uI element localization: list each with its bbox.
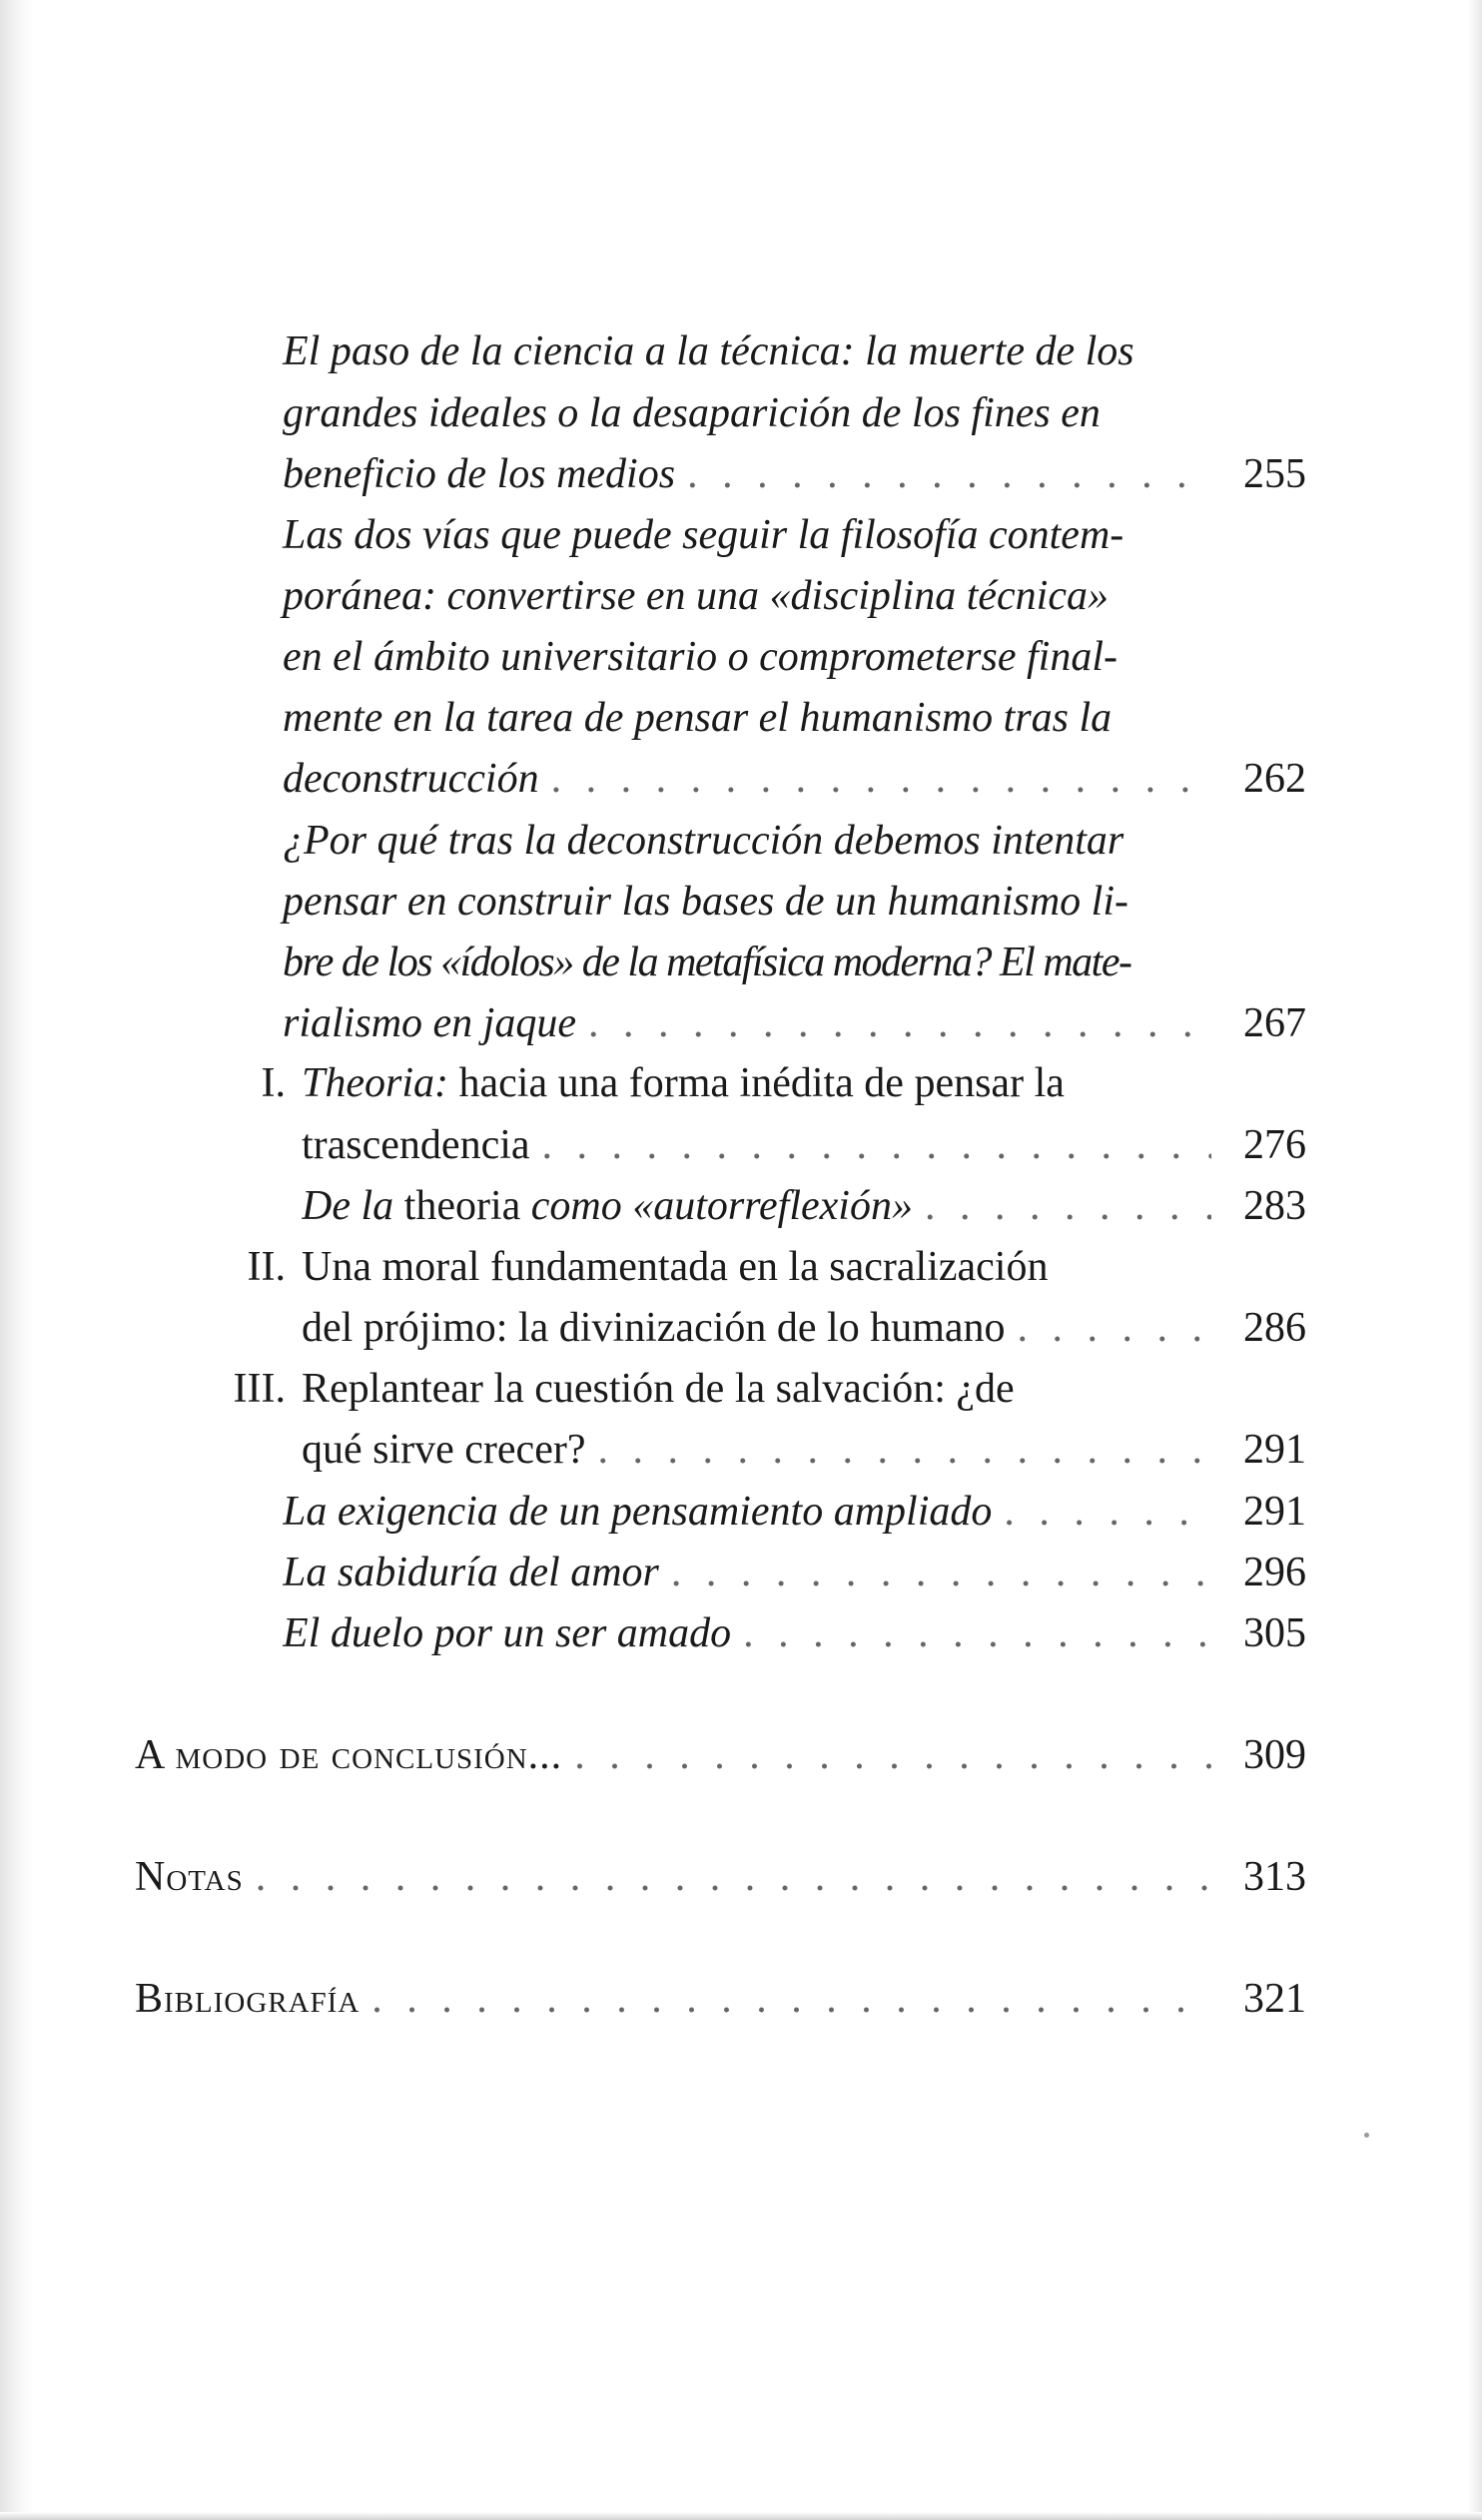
toc-entry-1-line-3: beneficio de los medios [283,451,676,497]
toc-sub-2-page: 291 [1243,1489,1306,1535]
section-3-leader-line[interactable] [302,1420,1211,1480]
toc-sub-4-text: El duelo por un ser amado [283,1610,732,1656]
dot-leader [530,1115,1211,1175]
dot-leader [539,749,1211,809]
toc-entry-3-line-2: pensar en construir las bases de un humanismo li- [283,879,1128,925]
toc-conclusion-page: 309 [1243,1732,1306,1778]
toc-entry-2-line-4: mente en la tarea de pensar el humanismo tras la [283,695,1112,741]
toc-bibliografia-text: Bibliografía [135,1976,361,2022]
toc-sub-3-page: 296 [1243,1550,1306,1595]
section-1-numeral: I. [261,1060,286,1106]
toc-entry-1-page: 255 [1243,451,1306,497]
dot-leader [585,1420,1211,1480]
toc-sub-1-leader-line[interactable] [302,1176,1211,1236]
dot-leader [659,1543,1211,1602]
toc-sub-3-text: La sabiduría del amor [283,1550,659,1595]
dot-leader [731,1603,1211,1663]
toc-bibliografia-leader-line[interactable] [135,1969,1211,2029]
section-1-title-line-2: trascendencia [302,1122,530,1168]
toc-entry-1-line-1: El paso de la ciencia a la técnica: la muerte de los [283,328,1134,374]
page-edge-bottom [0,2512,1482,2520]
toc-entry-3-line-1: ¿Por qué tras la deconstrucción debemos intentar [283,818,1124,864]
toc-conclusion-text: A modo de conclusión... [135,1732,563,1778]
section-3-title-line-1: Replantear la cuestión de la salvación: ¿de [302,1366,1015,1412]
section-1-leader-line[interactable] [302,1115,1211,1175]
section-3-title-line-2: qué sirve crecer? [302,1427,586,1473]
toc-entry-2-line-3: en el ámbito universitario o comprometerse final- [283,634,1117,680]
section-1-title-line-1[interactable] [302,1053,1065,1113]
section-3-page: 291 [1243,1427,1306,1473]
page-edge-left [0,0,34,2520]
toc-entry-2-line-5: deconstrucción [283,756,539,802]
section-1-title-rest: hacia una forma inédita de pensar la [448,1060,1065,1106]
toc-sub-1-middle: theoria [393,1183,531,1229]
toc-entry-2-line-1: Las dos vías que puede seguir la filosofía contem- [283,512,1124,558]
toc-entry-3-leader-line[interactable] [283,993,1211,1053]
section-2-leader-line[interactable] [302,1298,1211,1358]
toc-entry-3-page: 267 [1243,1000,1306,1046]
section-3-numeral: III. [233,1366,286,1412]
section-1-title-italic: Theoria: [302,1060,448,1106]
toc-entry-2-line-2: poránea: convertirse en una «disciplina técnica» [283,573,1109,619]
dot-leader [562,1725,1211,1785]
toc-sub-3-leader-line[interactable] [283,1543,1211,1602]
dot-leader [244,1847,1211,1907]
toc-sub-4-page: 305 [1243,1610,1306,1656]
dot-leader [992,1482,1211,1542]
page-edge-right [1468,0,1482,2520]
toc-sub-1-prefix: De la [302,1183,394,1229]
section-2-title-line-1: Una moral fundamentada en la sacralización [302,1244,1049,1290]
toc-entry-2-leader-line[interactable] [283,749,1211,809]
dot-leader [913,1176,1211,1236]
dot-leader [360,1969,1211,2029]
stray-mark [1364,2133,1369,2138]
dot-leader [675,444,1211,504]
dot-leader [576,993,1211,1053]
section-1-page: 276 [1243,1122,1306,1168]
toc-notas-text: Notas [135,1854,244,1900]
toc-sub-2-leader-line[interactable] [283,1482,1211,1542]
section-2-page: 286 [1243,1305,1306,1351]
toc-sub-2-text: La exigencia de un pensamiento ampliado [283,1489,993,1535]
toc-sub-1-text [302,1176,913,1236]
toc-entry-3-line-3: bre de los «ídolos» de la metafísica moderna? El mate- [283,940,1131,985]
section-2-numeral: II. [247,1244,286,1290]
toc-entry-2-page: 262 [1243,756,1306,802]
toc-entry-3-line-4: rialismo en jaque [283,1000,576,1046]
toc-sub-4-leader-line[interactable] [283,1603,1211,1663]
toc-conclusion-leader-line[interactable] [135,1725,1211,1785]
toc-entry-1-leader-line[interactable] [283,444,1211,504]
toc-entry-1-line-2: grandes ideales o la desaparición de los fines en [283,390,1101,436]
dot-leader [1006,1298,1211,1358]
toc-notas-page: 313 [1243,1854,1306,1900]
section-2-title-line-2: del prójimo: la divinización de lo humano [302,1305,1006,1351]
toc-sub-1-suffix: como «autorreflexión» [530,1183,913,1229]
toc-sub-1-page: 283 [1243,1183,1306,1229]
toc-notas-leader-line[interactable] [135,1847,1211,1907]
toc-bibliografia-page: 321 [1243,1976,1306,2022]
